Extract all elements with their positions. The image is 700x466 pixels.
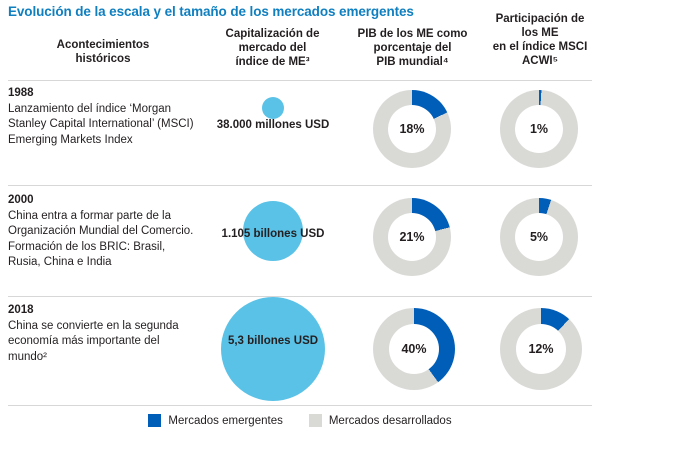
row-event-1988 <box>8 86 198 148</box>
page-title: Evolución de la escala y el tamaño de los mercados emergentes <box>8 4 414 19</box>
legend-label-developed: Mercados desarrollados <box>328 414 452 427</box>
marketcap-bubble-2018 <box>221 297 325 401</box>
legend-label-emerging: Mercados emergentes <box>168 414 283 427</box>
right-margin <box>600 0 700 466</box>
column-header-events-line2: históricos <box>75 53 131 65</box>
column-header-acwi-line3: en el índice MSCI <box>492 41 588 53</box>
donut-acwi-2018-center <box>516 324 566 374</box>
donut-gdp-2018-center <box>389 324 439 374</box>
column-header-marketcap <box>200 27 345 69</box>
donut-acwi-2000-center <box>515 213 563 261</box>
donut-gdp-2018-value: 40% <box>401 342 427 356</box>
donut-acwi-1988-value: 1% <box>529 122 549 136</box>
column-header-acwi-line4: ACWI⁵ <box>521 55 559 67</box>
marketcap-label-1988: 38.000 millones USD <box>216 119 330 131</box>
column-header-acwi-line2: los ME <box>521 27 559 39</box>
donut-gdp-1988-value: 18% <box>399 122 425 136</box>
row-event-2000 <box>8 193 198 271</box>
donut-acwi-1988 <box>500 90 578 168</box>
row-event-2018 <box>8 303 198 365</box>
row-event-text-2018: China se convierte en la segunda economía más importante del mundo² <box>8 319 179 363</box>
column-header-events <box>8 38 198 66</box>
row-event-text-1988: Lanzamiento del índice ‘Morgan Stanley Capital International’ (MSCI) Emerging Markets Index <box>8 102 194 146</box>
column-header-marketcap-line1: Capitalización de <box>225 28 320 40</box>
row-year-2018: 2018 <box>8 304 34 316</box>
bottom-margin <box>0 452 700 466</box>
donut-gdp-2000 <box>373 198 451 276</box>
donut-acwi-1988-center <box>515 105 563 153</box>
row-divider-1 <box>8 185 592 186</box>
donut-acwi-2018 <box>500 308 582 390</box>
row-divider-3 <box>8 405 592 406</box>
donut-gdp-2000-value: 21% <box>399 230 425 244</box>
column-header-gdp-line1: PIB de los ME como <box>357 28 468 40</box>
marketcap-label-2000: 1.105 billones USD <box>221 228 325 240</box>
donut-gdp-1988 <box>373 90 451 168</box>
column-header-gdp-line2: porcentaje del <box>373 42 452 54</box>
donut-acwi-2000-value: 5% <box>529 230 549 244</box>
column-header-acwi <box>480 12 600 68</box>
row-event-text-2000: China entra a formar parte de la Organización Mundial del Comercio. Formación de los BRIC: Brasil, Rusia, China e India <box>8 209 194 268</box>
donut-acwi-2000 <box>500 198 578 276</box>
legend-swatch-developed-icon <box>309 414 322 427</box>
row-year-2000: 2000 <box>8 194 34 206</box>
donut-gdp-2000-center <box>388 213 436 261</box>
legend <box>0 414 600 427</box>
legend-item-emerging <box>148 414 282 427</box>
column-header-events-line1: Acontecimientos <box>56 39 150 51</box>
header-divider <box>8 80 592 81</box>
marketcap-label-2018: 5,3 billones USD <box>227 335 319 347</box>
legend-swatch-emerging-icon <box>148 414 161 427</box>
column-header-acwi-line1: Participación de <box>495 13 585 25</box>
donut-acwi-2018-value: 12% <box>528 342 554 356</box>
legend-item-developed <box>309 414 452 427</box>
row-year-1988: 1988 <box>8 87 34 99</box>
column-header-gdp <box>345 27 480 69</box>
column-header-marketcap-line3: índice de ME³ <box>235 56 310 68</box>
row-divider-2 <box>8 296 592 297</box>
donut-gdp-2018 <box>373 308 455 390</box>
marketcap-bubble-1988 <box>262 97 284 119</box>
column-header-gdp-line3: PIB mundial⁴ <box>376 56 449 68</box>
donut-gdp-1988-center <box>388 105 436 153</box>
column-header-marketcap-line2: mercado del <box>238 42 307 54</box>
